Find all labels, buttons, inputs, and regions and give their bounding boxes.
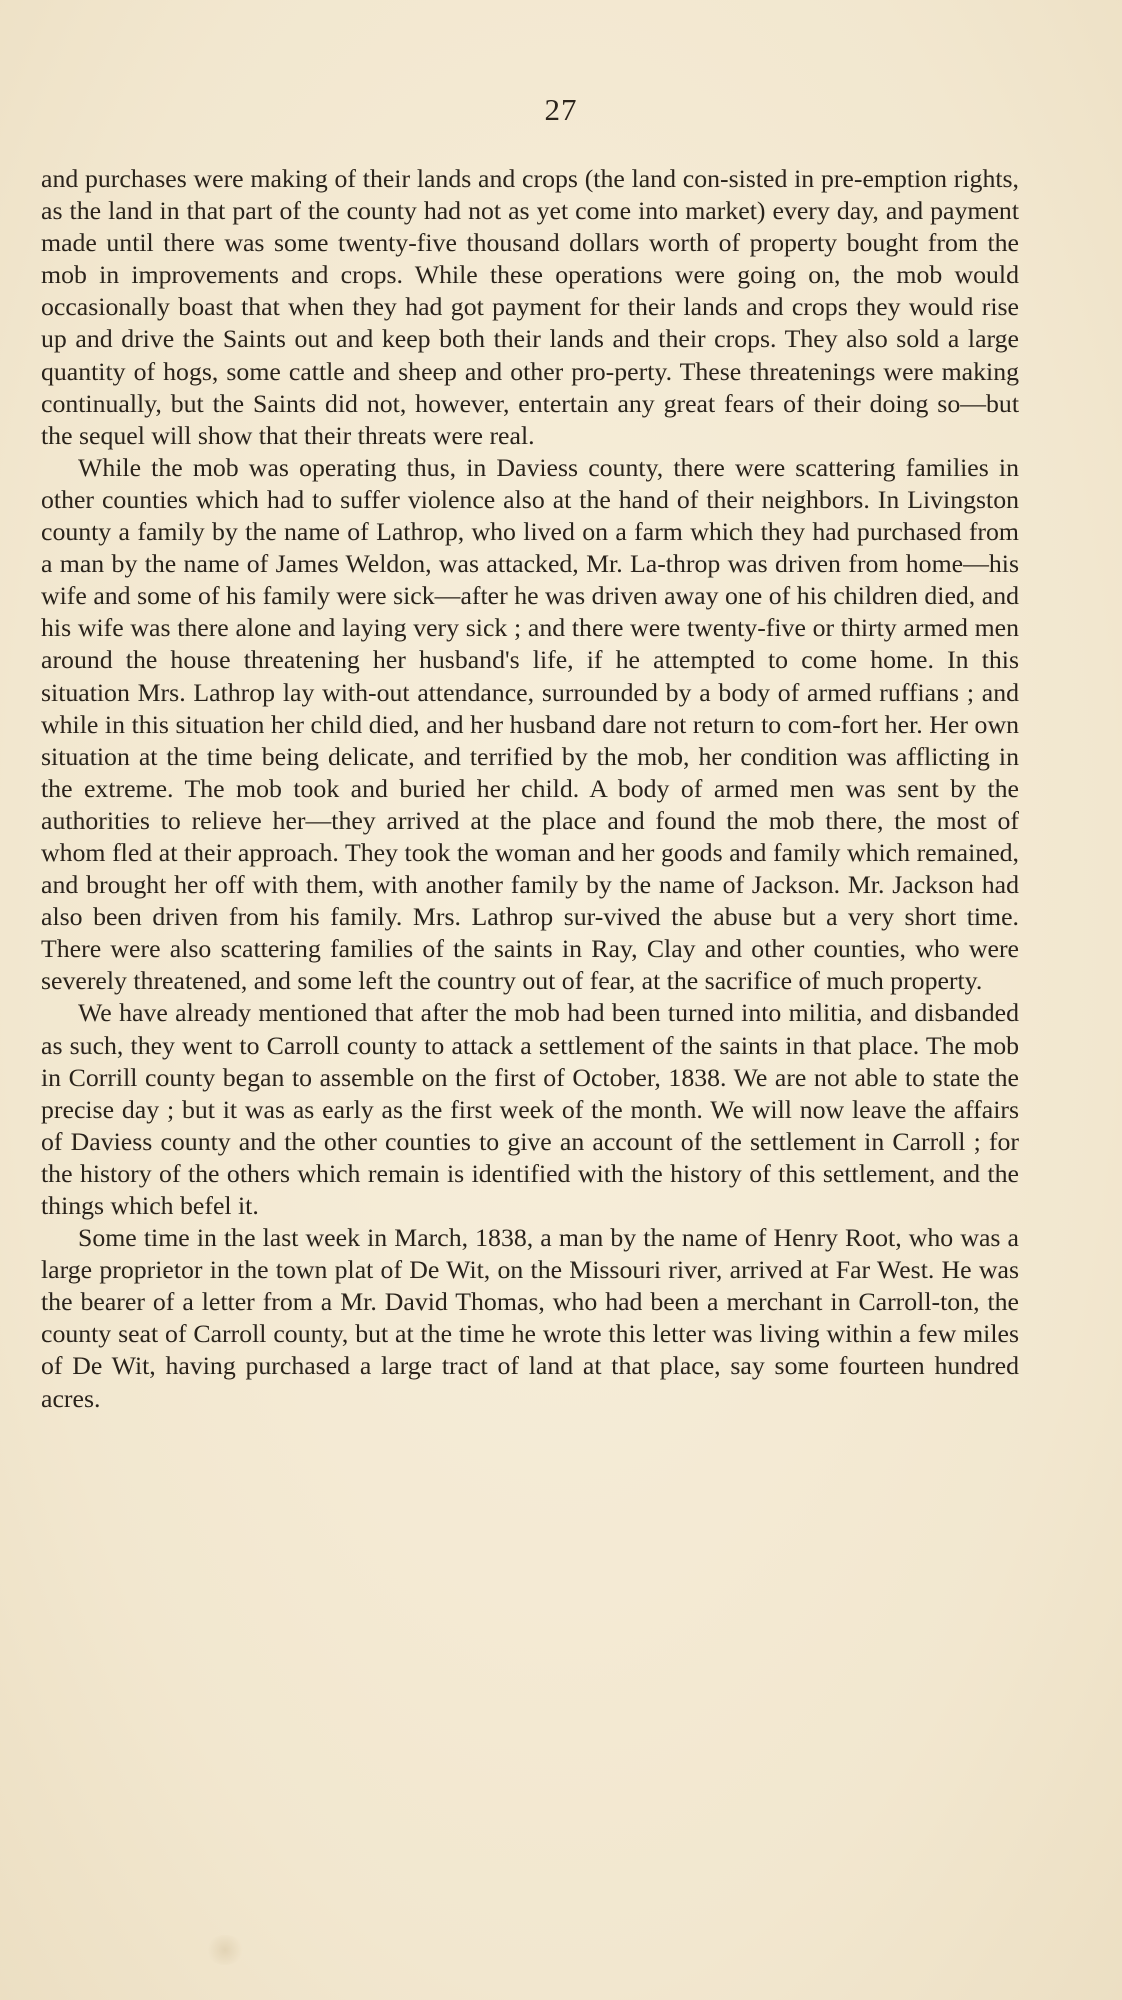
- paragraph-3: We have already mentioned that after the mob had been turned into militia, and disbanded as such, they went to Carroll county to attack a settlement of the saints in that place. The mob in Corrill county began to assemble on the first of October, 1838. We are not able to state the precise day ; but it was as early as the first week of the month. We will now leave the affairs of Daviess county and the other counties to give an account of the settlement in Carroll ; for the history of the others which remain is identified with the history of this settlement, and the things which befel it.: [41, 998, 1019, 1220]
- paper-stain: [205, 1935, 245, 1965]
- paragraph-1: and purchases were making of their lands and crops (the land con-sisted in pre-emption rights, as the land in that part of the county had not as yet come into market) every day, and payment made until there was some twenty-five thousand dollars worth of property bought from the mob in improvements and crops. While these operations were going on, the mob would occasionally boast that when they had got payment for their lands and crops they would rise up and drive the Saints out and keep both their lands and their crops. They also sold a large quantity of hogs, some cattle and sheep and other pro-perty. These threatenings were making continually, but the Saints did not, however, entertain any great fears of their doing so—but the sequel will show that their threats were real.: [41, 164, 1019, 450]
- body-text: [41, 163, 1019, 1415]
- paragraph-4: Some time in the last week in March, 1838, a man by the name of Henry Root, who was a large proprietor in the town plat of De Wit, on the Missouri river, arrived at Far West. He was the bearer of a letter from a Mr. David Thomas, who had been a merchant in Carroll-ton, the county seat of Carroll county, but at the time he wrote this letter was living within a few miles of De Wit, having purchased a large tract of land at that place, say some fourteen hundred acres.: [41, 1223, 1019, 1413]
- page-number: 27: [544, 92, 578, 127]
- paragraph-2: While the mob was operating thus, in Daviess county, there were scattering families in other counties which had to suffer violence also at the hand of their neighbors. In Livingston county a family by the name of Lathrop, who lived on a farm which they had purchased from a man by the name of James Weldon, was attacked, Mr. La-throp was driven from home—his wife and some of his family were sick—after he was driven away one of his children died, and his wife was there alone and laying very sick ; and there were twenty-five or thirty armed men around the house threatening her husband's life, if he attempted to come home. In this situation Mrs. Lathrop lay with-out attendance, surrounded by a body of armed ruffians ; and while in this situation her child died, and her husband dare not return to com-fort her. Her own situation at the time being delicate, and terrified by the mob, her condition was afflicting in the extreme. The mob took and buried her child. A body of armed men was sent by the authorities to relieve her—they arrived at the place and found the mob there, the most of whom fled at their approach. They took the woman and her goods and family which remained, and brought her off with them, with another family by the name of Jackson. Mr. Jackson had also been driven from his family. Mrs. Lathrop sur-vived the abuse but a very short time. There were also scattering families of the saints in Ray, Clay and other counties, who were severely threatened, and some left the country out of fear, at the sacrifice of much property.: [41, 452, 1019, 996]
